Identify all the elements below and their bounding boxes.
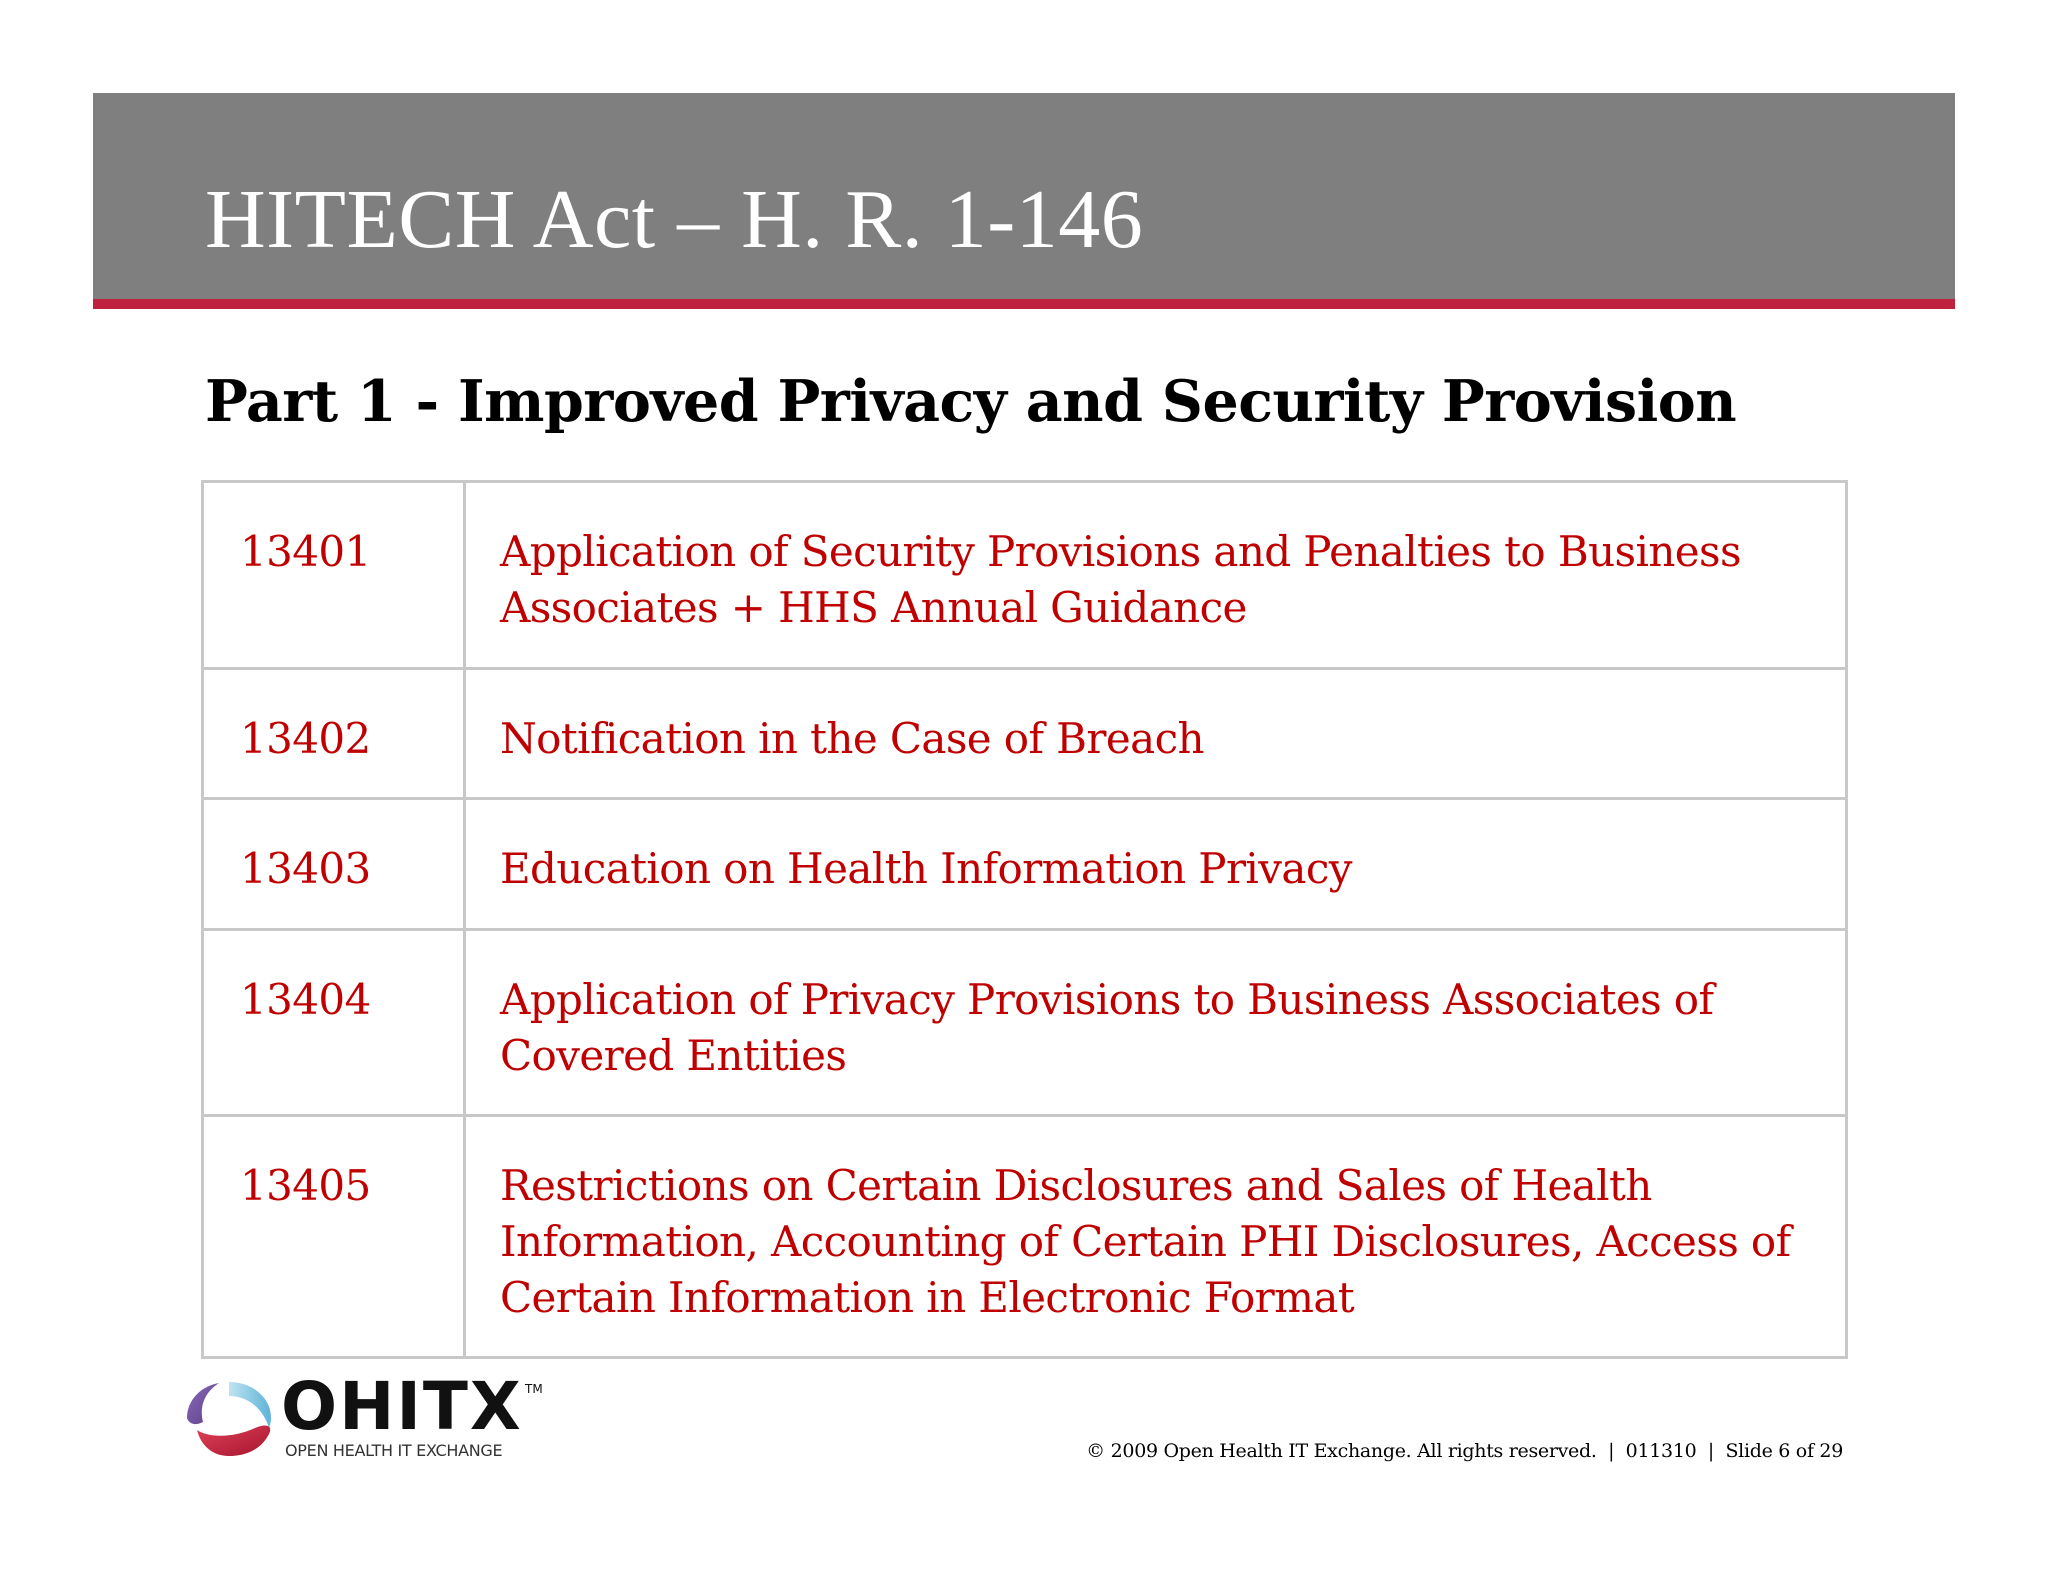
- ohitx-logo-mark-icon: [183, 1378, 275, 1458]
- provision-description: Application of Security Provisions and Penalties to Business Associates + HHS Annual Guidance: [465, 482, 1847, 669]
- logo-tagline: OPEN HEALTH IT EXCHANGE: [285, 1441, 503, 1460]
- table-row: [203, 799, 1847, 930]
- provision-number: 13404: [203, 930, 465, 1116]
- ohitx-logo: [183, 1368, 563, 1460]
- section-heading: Part 1 - Improved Privacy and Security Provision: [205, 368, 1737, 435]
- provision-description: Application of Privacy Provisions to Business Associates of Covered Entities: [465, 930, 1847, 1116]
- provision-description: Restrictions on Certain Disclosures and Sales of Health Information, Accounting of Certain PHI Disclosures, Access of Certain Information in Electronic Format: [465, 1116, 1847, 1358]
- table-row: [203, 930, 1847, 1116]
- provision-number: 13405: [203, 1116, 465, 1358]
- provision-number: 13403: [203, 799, 465, 930]
- provision-number: 13402: [203, 669, 465, 799]
- provision-description: Notification in the Case of Breach: [465, 669, 1847, 799]
- trademark-mark: TM: [525, 1382, 543, 1396]
- provision-description: Education on Health Information Privacy: [465, 799, 1847, 930]
- provisions-table: [201, 480, 1848, 1359]
- table-row: [203, 1116, 1847, 1358]
- table-row: [203, 482, 1847, 669]
- provision-number: 13401: [203, 482, 465, 669]
- table-row: [203, 669, 1847, 799]
- footer-copyright: © 2009 Open Health IT Exchange. All rights reserved. | 011310 | Slide 6 of 29: [1086, 1440, 1843, 1462]
- title-bar: [93, 93, 1955, 309]
- ohitx-wordmark: OHITX: [281, 1368, 523, 1445]
- slide-title: HITECH Act – H. R. 1-146: [205, 173, 1144, 266]
